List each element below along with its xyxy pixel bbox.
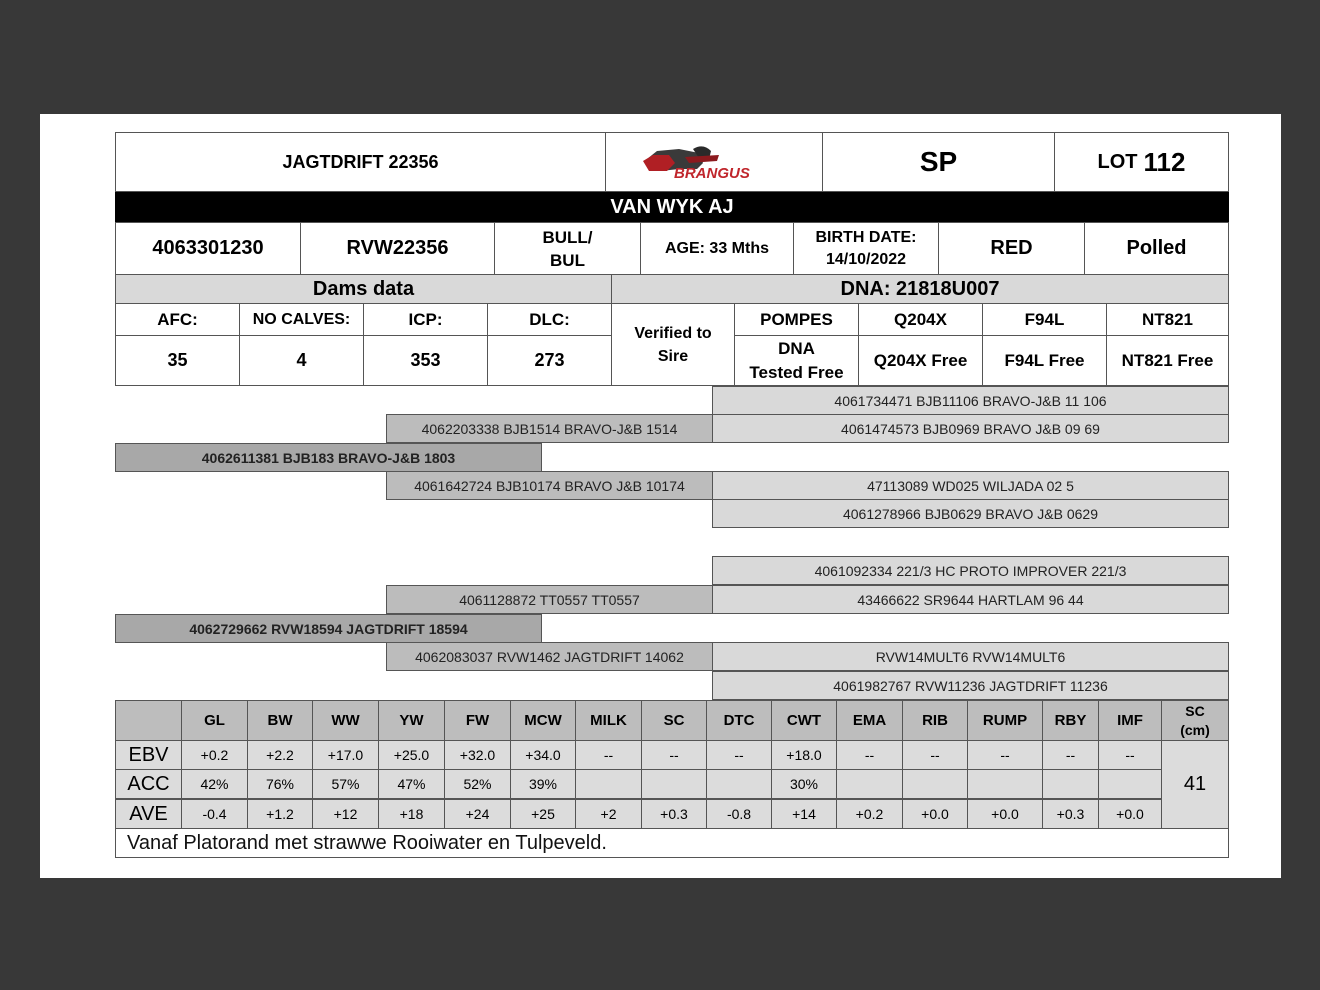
sc-header-line1: SC: [1185, 702, 1205, 719]
dams-header-icp: ICP:: [363, 303, 488, 336]
ebv-header-dtc: DTC: [706, 700, 772, 741]
ebv-cell-ebv-cwt: +18.0: [771, 740, 837, 770]
ebv-cell-acc-milk: [575, 769, 642, 799]
color: RED: [938, 222, 1085, 275]
nt821-value: NT821 Free: [1106, 335, 1229, 386]
sex-line2: BUL: [550, 250, 585, 270]
ebv-header-ww: WW: [312, 700, 379, 741]
ebv-cell-acc-rby: [1042, 769, 1099, 799]
ebv-cell-acc-fw: 52%: [444, 769, 511, 799]
ebv-cell-ave-ema: +0.2: [836, 799, 903, 829]
ebv-cell-ave-gl: -0.4: [181, 799, 248, 829]
ebv-cell-ave-yw: +18: [378, 799, 445, 829]
ebv-header-imf: IMF: [1098, 700, 1162, 741]
pedigree-sire-sire-dam: 4061474573 BJB0969 BRAVO J&B 09 69: [712, 414, 1229, 443]
ebv-header-rump: RUMP: [967, 700, 1043, 741]
dams-title: Dams data: [115, 274, 612, 304]
ebv-cell-acc-rib: [902, 769, 968, 799]
ebv-cell-ave-milk: +2: [575, 799, 642, 829]
animal-id: RVW22356: [300, 222, 495, 275]
ebv-cell-ebv-dtc: --: [706, 740, 772, 770]
ebv-header-gl: GL: [181, 700, 248, 741]
ebv-cell-acc-dtc: [706, 769, 772, 799]
dams-header-dlc: DLC:: [487, 303, 612, 336]
dams-value-afc: 35: [115, 335, 240, 386]
ebv-header-mcw: MCW: [510, 700, 576, 741]
lot-prefix: LOT: [1097, 150, 1138, 173]
verified-to-sire: Verified to Sire: [611, 303, 735, 386]
owner-bar: VAN WYK AJ: [115, 192, 1229, 222]
ebv-row-label-ebv: EBV: [115, 740, 182, 770]
pedigree-dam-dam-dam: 4061982767 RVW11236 JAGTDRIFT 11236: [712, 671, 1229, 700]
ebv-header-rib: RIB: [902, 700, 968, 741]
ebv-row-label-acc: ACC: [115, 769, 182, 799]
pedigree-sire-dam: 4061642724 BJB10174 BRAVO J&B 10174: [386, 471, 713, 500]
ebv-header-fw: FW: [444, 700, 511, 741]
ebv-cell-ave-mcw: +25: [510, 799, 576, 829]
brangus-logo: [605, 132, 823, 192]
ebv-cell-ave-dtc: -0.8: [706, 799, 772, 829]
q204x-label: Q204X: [858, 303, 983, 336]
ebv-cell-ebv-mcw: +34.0: [510, 740, 576, 770]
pedigree-sire-dam-dam: 4061278966 BJB0629 BRAVO J&B 0629: [712, 499, 1229, 528]
age: AGE: 33 Mths: [640, 222, 794, 275]
ebv-cell-ave-rib: +0.0: [902, 799, 968, 829]
f94l-value: F94L Free: [982, 335, 1107, 386]
ebv-header-cwt: CWT: [771, 700, 837, 741]
ebv-header-rby: RBY: [1042, 700, 1099, 741]
sc-value: 41: [1161, 740, 1229, 829]
dams-header-calves: NO CALVES:: [239, 303, 364, 336]
ebv-header-sc-cm: [1161, 700, 1229, 741]
ebv-cell-ebv-ema: --: [836, 740, 903, 770]
sex: [494, 222, 641, 275]
ebv-cell-ebv-gl: +0.2: [181, 740, 248, 770]
ebv-cell-acc-ema: [836, 769, 903, 799]
ebv-corner: [115, 700, 182, 741]
ebv-cell-ave-cwt: +14: [771, 799, 837, 829]
pompes-value-line1: DNA: [778, 338, 815, 358]
pompes-value: [734, 335, 859, 386]
ebv-cell-ebv-sc: --: [641, 740, 707, 770]
horn-status: Polled: [1084, 222, 1229, 275]
ebv-cell-ebv-rib: --: [902, 740, 968, 770]
pompes-value-line2: Tested Free: [749, 362, 844, 382]
dams-value-icp: 353: [363, 335, 488, 386]
ebv-row-label-ave: AVE: [115, 799, 182, 829]
dams-header-afc: AFC:: [115, 303, 240, 336]
ebv-header-yw: YW: [378, 700, 445, 741]
ebv-cell-acc-rump: [967, 769, 1043, 799]
pedigree-dam-dam: 4062083037 RVW1462 JAGTDRIFT 14062: [386, 642, 713, 671]
dna-title: DNA: 21818U007: [611, 274, 1229, 304]
dams-value-calves: 4: [239, 335, 364, 386]
ebv-cell-ebv-milk: --: [575, 740, 642, 770]
ebv-cell-ave-rump: +0.0: [967, 799, 1043, 829]
ebv-cell-acc-ww: 57%: [312, 769, 379, 799]
ebv-header-milk: MILK: [575, 700, 642, 741]
category: SP: [822, 132, 1055, 192]
ebv-cell-ave-bw: +1.2: [247, 799, 313, 829]
logo-text: BRANGUS: [674, 165, 750, 182]
pedigree-dam-sire-sire: 4061092334 221/3 HC PROTO IMPROVER 221/3: [712, 556, 1229, 585]
ebv-header-sc: SC: [641, 700, 707, 741]
ebv-cell-acc-bw: 76%: [247, 769, 313, 799]
ebv-cell-acc-yw: 47%: [378, 769, 445, 799]
f94l-label: F94L: [982, 303, 1107, 336]
ebv-cell-ave-rby: +0.3: [1042, 799, 1099, 829]
ebv-cell-ave-sc: +0.3: [641, 799, 707, 829]
ebv-cell-acc-sc: [641, 769, 707, 799]
ebv-cell-ebv-fw: +32.0: [444, 740, 511, 770]
ebv-cell-ebv-rump: --: [967, 740, 1043, 770]
pedigree-sire-sire-sire: 4061734471 BJB11106 BRAVO-J&B 11 106: [712, 386, 1229, 415]
ebv-header-ema: EMA: [836, 700, 903, 741]
pedigree-dam-sire-dam: 43466622 SR9644 HARTLAM 96 44: [712, 585, 1229, 614]
pedigree-sire-dam-sire: 47113089 WD025 WILJADA 02 5: [712, 471, 1229, 500]
ebv-header-bw: BW: [247, 700, 313, 741]
nt821-label: NT821: [1106, 303, 1229, 336]
ebv-cell-ave-fw: +24: [444, 799, 511, 829]
birth-value: 14/10/2022: [825, 250, 907, 268]
lot: [1054, 132, 1229, 192]
ebv-cell-ebv-imf: --: [1098, 740, 1162, 770]
ebv-cell-acc-gl: 42%: [181, 769, 248, 799]
ebv-cell-ebv-bw: +2.2: [247, 740, 313, 770]
ebv-cell-ave-ww: +12: [312, 799, 379, 829]
dams-value-dlc: 273: [487, 335, 612, 386]
sc-header-line2: (cm): [1180, 721, 1210, 738]
birth-label: BIRTH DATE:: [815, 228, 917, 246]
q204x-value: Q204X Free: [858, 335, 983, 386]
ebv-cell-ebv-ww: +17.0: [312, 740, 379, 770]
pedigree-dam-dam-sire: RVW14MULT6 RVW14MULT6: [712, 642, 1229, 671]
lot-number: 112: [1143, 146, 1186, 177]
birth-date: [793, 222, 939, 275]
pedigree-sire: 4062611381 BJB183 BRAVO-J&B 1803: [115, 443, 542, 472]
ebv-cell-acc-cwt: 30%: [771, 769, 837, 799]
ebv-cell-acc-mcw: 39%: [510, 769, 576, 799]
ebv-cell-ebv-yw: +25.0: [378, 740, 445, 770]
pompes-label: POMPES: [734, 303, 859, 336]
ebv-cell-acc-imf: [1098, 769, 1162, 799]
animal-name: JAGTDRIFT 22356: [115, 132, 606, 192]
ebv-cell-ebv-rby: --: [1042, 740, 1099, 770]
sex-line1: BULL/: [542, 227, 593, 247]
pedigree-dam-sire: 4061128872 TT0557 TT0557: [386, 585, 713, 614]
ebv-cell-ave-imf: +0.0: [1098, 799, 1162, 829]
comment-text: Vanaf Platorand met strawwe Rooiwater en Tulpeveld.: [127, 832, 607, 854]
pedigree-sire-sire: 4062203338 BJB1514 BRAVO-J&B 1514: [386, 414, 713, 443]
pedigree-dam: 4062729662 RVW18594 JAGTDRIFT 18594: [115, 614, 542, 643]
registration-number: 4063301230: [115, 222, 301, 275]
